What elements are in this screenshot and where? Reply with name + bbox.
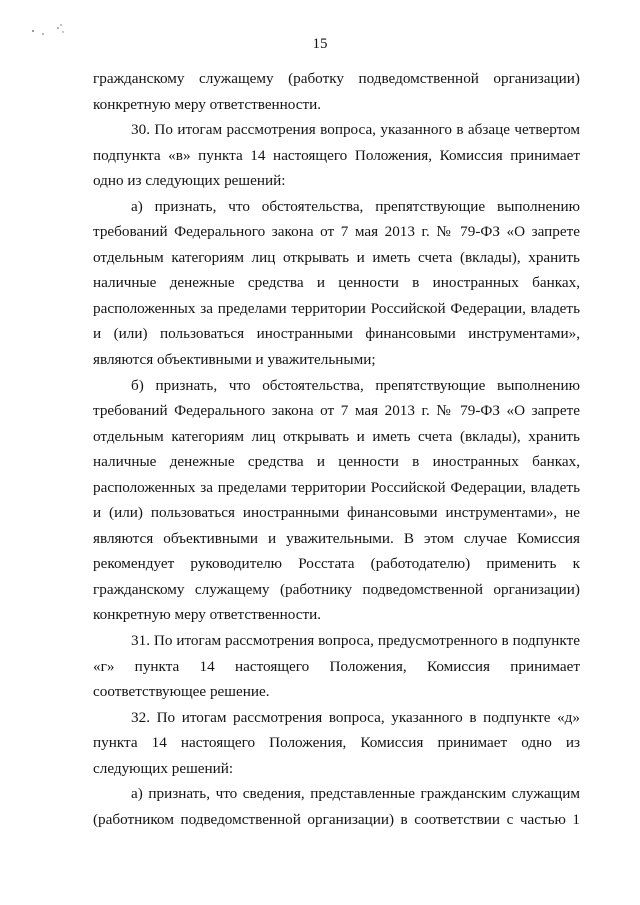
text-line: б) признать, что обстоятельства, препятствующие выполнению bbox=[131, 376, 580, 394]
text-line: отдельным категориям лиц открывать и иметь счета (вклады), хранить bbox=[93, 248, 580, 266]
document-body bbox=[93, 66, 580, 832]
text-line: являются объективными и уважительными; bbox=[93, 351, 376, 369]
text-line: и (или) пользоваться иностранными финансовыми инструментами», bbox=[93, 325, 580, 343]
text-line: наличные денежные средства и ценности в иностранных банках, bbox=[93, 274, 580, 292]
text-line: а) признать, что сведения, представленные гражданским служащим bbox=[131, 785, 580, 803]
text-line: отдельным категориям лиц открывать и иметь счета (вклады), хранить bbox=[93, 427, 580, 445]
text-line: а) признать, что обстоятельства, препятствующие выполнению bbox=[131, 197, 580, 215]
text-line: подпункта «в» пункта 14 настоящего Положения, Комиссия принимает bbox=[93, 146, 580, 164]
text-line: «г» пункта 14 настоящего Положения, Комиссия принимает bbox=[93, 657, 580, 675]
page-number: 15 bbox=[312, 36, 328, 52]
text-line: 32. По итогам рассмотрения вопроса, указанного в подпункте «д» bbox=[131, 708, 580, 726]
text-line: являются объективными и уважительными. В этом случае Комиссия bbox=[93, 529, 580, 547]
text-line: требований Федерального закона от 7 мая 2013 г. № 79-ФЗ «О запрете bbox=[93, 402, 580, 420]
text-line: одно из следующих решений: bbox=[93, 172, 286, 190]
text-line: наличные денежные средства и ценности в иностранных банках, bbox=[93, 453, 580, 471]
text-line: соответствующее решение. bbox=[93, 683, 270, 701]
text-line: требований Федерального закона от 7 мая 2013 г. № 79-ФЗ «О запрете bbox=[93, 223, 580, 241]
text-line: (работником подведомственной организации) в соответствии с частью 1 bbox=[93, 810, 580, 828]
text-line: конкретную меру ответственности. bbox=[93, 95, 322, 113]
text-line: гражданскому служащему (работку подведомственной организации) bbox=[93, 70, 580, 87]
text-line: конкретную меру ответственности. bbox=[93, 606, 322, 624]
text-line: следующих решений: bbox=[93, 759, 234, 777]
text-line: и (или) пользоваться иностранными финансовыми инструментами», не bbox=[93, 504, 580, 522]
text-line: пункта 14 настоящего Положения, Комиссия принимает одно из bbox=[93, 734, 580, 752]
text-line: гражданскому служащему (работнику подведомственной организации) bbox=[93, 580, 580, 598]
text-line: 31. По итогам рассмотрения вопроса, предусмотренного в подпункте bbox=[131, 632, 580, 650]
text-line: 30. По итогам рассмотрения вопроса, указанного в абзаце четвертом bbox=[131, 121, 580, 139]
text-line: расположенных за пределами территории Российской Федерации, владеть bbox=[93, 299, 580, 317]
text-line: рекомендует руководителю Росстата (работодателю) применить к bbox=[93, 555, 580, 573]
text-line: расположенных за пределами территории Российской Федерации, владеть bbox=[93, 478, 580, 496]
